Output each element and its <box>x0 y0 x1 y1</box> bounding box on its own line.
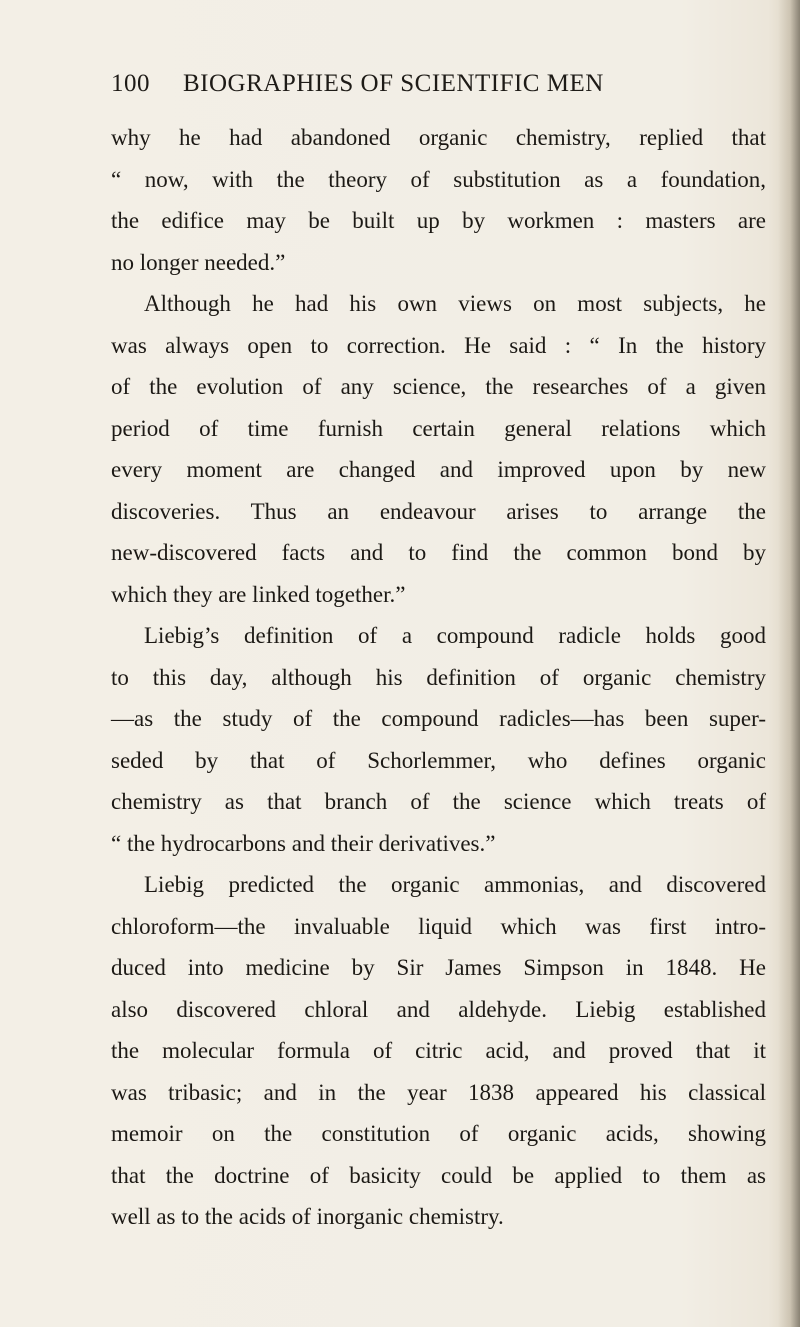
text-line: why he had abandoned organic chemistry, replied that <box>111 125 766 150</box>
text-line: new-discovered facts and to find the common bond by <box>111 540 766 565</box>
running-header <box>111 70 604 98</box>
text-line: that the doctrine of basicity could be applied to them as <box>111 1162 766 1188</box>
text-line: memoir on the constitution of organic acids, showing <box>111 1121 766 1146</box>
text-line: —as the study of the compound radicles—has been super- <box>111 706 766 731</box>
text-line: was tribasic; and in the year 1838 appeared his classical <box>111 1079 766 1105</box>
body-text <box>111 117 766 1238</box>
text-line: “ now, with the theory of substitution as a foundation, <box>111 166 766 192</box>
page-number: 100 <box>111 70 150 97</box>
text-line: the edifice may be built up by workmen : masters are <box>111 208 766 233</box>
text-line: which they are linked together.” <box>111 581 406 607</box>
text-line: chemistry as that branch of the science which treats of <box>111 789 766 814</box>
text-line: chloroform—the invaluable liquid which was first intro- <box>111 913 766 939</box>
page-edge-shadow <box>778 0 800 1327</box>
text-line: discoveries. Thus an endeavour arises to arrange the <box>111 498 766 524</box>
text-line: the molecular formula of citric acid, and proved that it <box>111 1038 766 1063</box>
text-line: duced into medicine by Sir James Simpson in 1848. He <box>111 955 766 980</box>
text-line: to this day, although his definition of organic chemistry <box>111 664 766 690</box>
text-line: no longer needed.” <box>111 249 286 275</box>
text-line: of the evolution of any science, the researches of a given <box>111 374 766 399</box>
text-line: well as to the acids of inorganic chemistry. <box>111 1204 504 1229</box>
text-line: Liebig predicted the organic ammonias, and discovered <box>144 872 766 897</box>
text-line: seded by that of Schorlemmer, who defines organic <box>111 747 766 773</box>
running-title: BIOGRAPHIES OF SCIENTIFIC MEN <box>183 70 604 97</box>
text-line: was always open to correction. He said : “ In the history <box>111 332 766 358</box>
text-line: Although he had his own views on most subjects, he <box>144 291 766 316</box>
text-line: “ the hydrocarbons and their derivatives.” <box>111 830 496 856</box>
text-line: Liebig’s definition of a compound radicle holds good <box>144 623 766 648</box>
text-line: period of time furnish certain general relations which <box>111 415 766 441</box>
text-line: every moment are changed and improved upon by new <box>111 457 766 482</box>
text-line: also discovered chloral and aldehyde. Liebig established <box>111 996 766 1022</box>
